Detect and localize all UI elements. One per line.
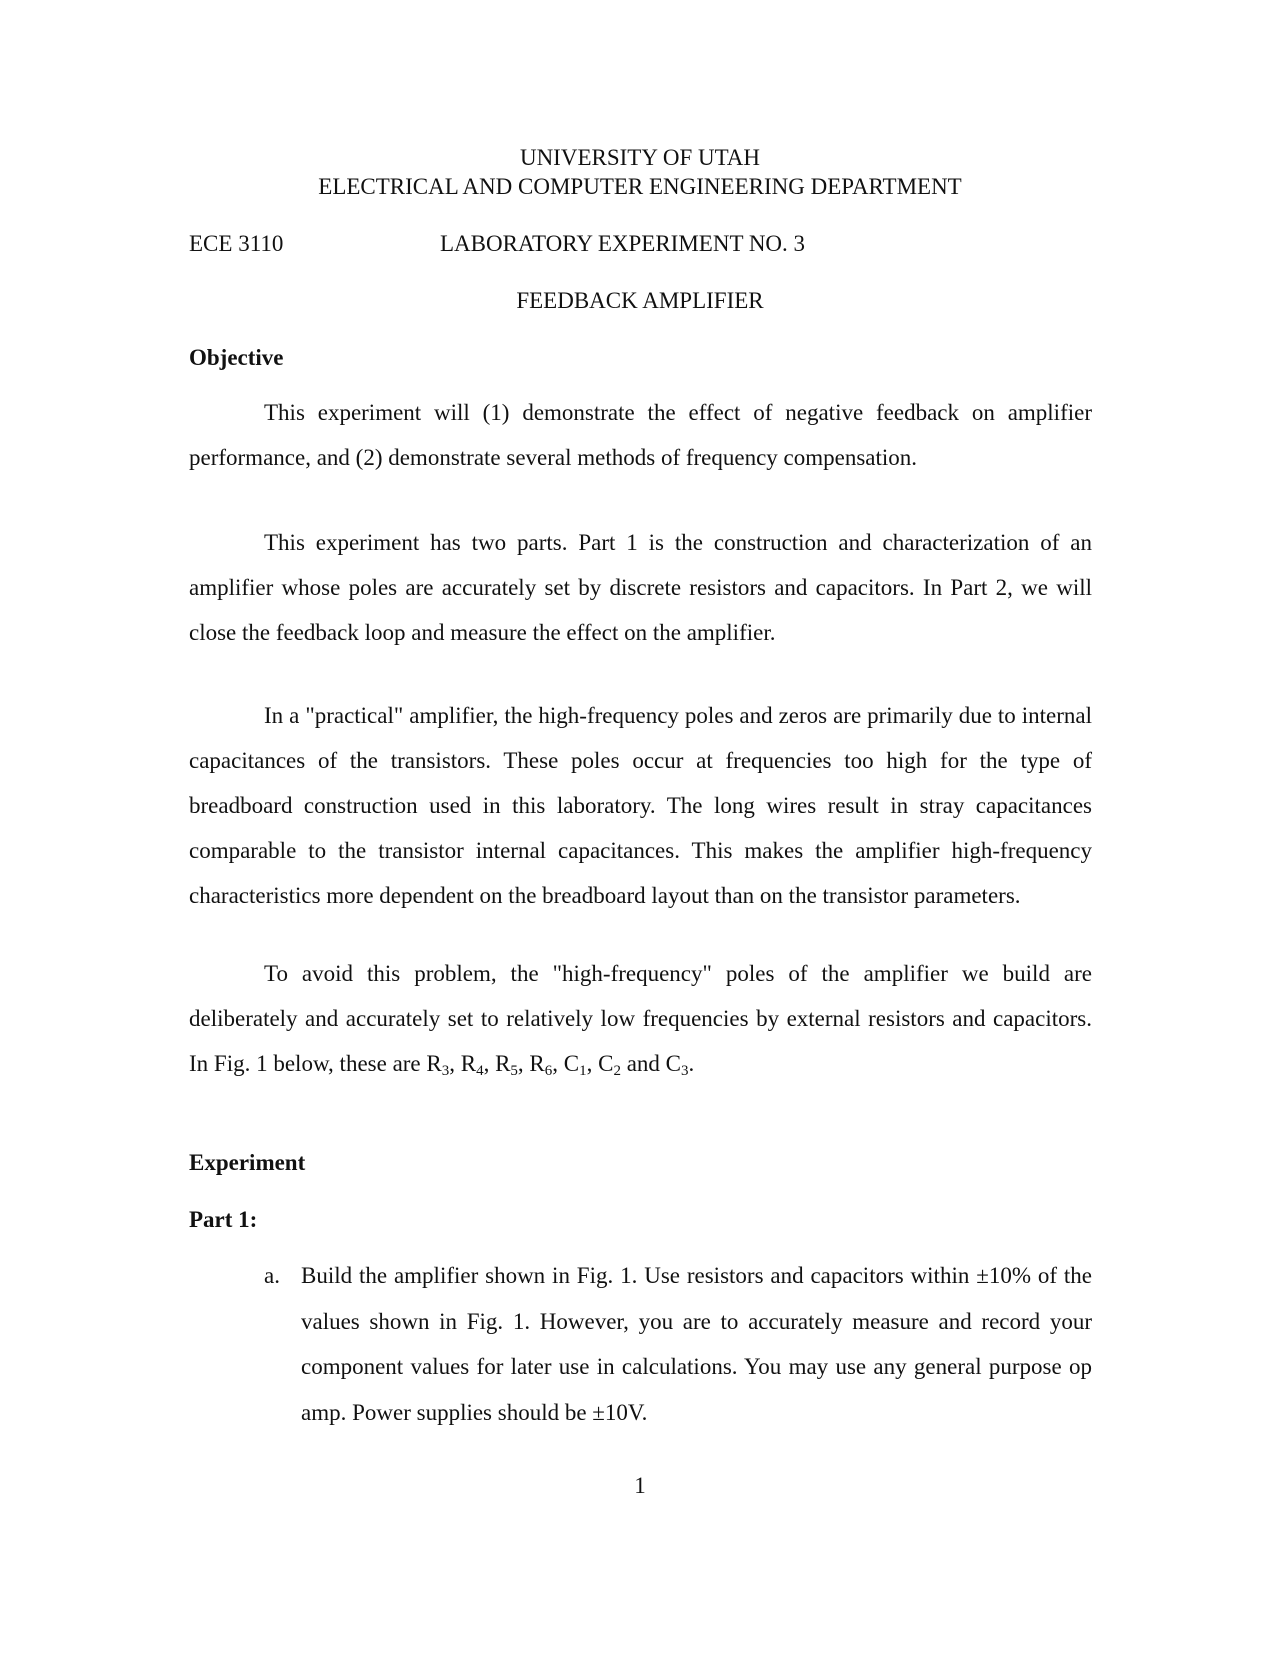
component-subscript: 2: [613, 1063, 621, 1079]
university-title: UNIVERSITY OF UTAH: [519, 145, 761, 170]
objective-heading: Objective: [189, 345, 284, 370]
document-title: FEEDBACK AMPLIFIER: [516, 288, 764, 313]
component-separator: and: [620, 1051, 666, 1076]
list-item-marker: a.: [264, 1263, 280, 1288]
objective-paragraph-1: This experiment will (1) demonstrate the effect of negative feedback on amplifier performance, and (2) demonstrate several methods of frequency compensation.: [189, 400, 1092, 470]
component-subscript: 3: [681, 1063, 689, 1079]
component-separator: .: [688, 1051, 695, 1076]
component-separator: ,: [517, 1051, 530, 1076]
component-symbol: C: [598, 1051, 614, 1076]
part1-heading: Part 1:: [189, 1207, 258, 1232]
objective-paragraph-2: This experiment has two parts. Part 1 is the construction and characterization of an amplifier whose poles are accurately set by discrete resistors and capacitors. In Part 2, we will close the feedback loop and measure the effect on the amplifier.: [189, 530, 1092, 645]
component-symbol: R: [529, 1051, 545, 1076]
component-subscript: 5: [510, 1063, 518, 1079]
component-subscript: 4: [476, 1063, 484, 1079]
component-separator: ,: [586, 1051, 599, 1076]
department-title: ELECTRICAL AND COMPUTER ENGINEERING DEPARTMENT: [318, 174, 962, 199]
component-separator: ,: [449, 1051, 461, 1076]
component-symbol: R: [460, 1051, 477, 1076]
component-separator: ,: [552, 1051, 564, 1076]
component-symbol: C: [563, 1051, 580, 1076]
component-symbol: R: [495, 1051, 511, 1076]
page-number: 1: [634, 1473, 646, 1498]
component-separator: ,: [483, 1051, 496, 1076]
list-item-text: Build the amplifier shown in Fig. 1. Use resistors and capacitors within ±10% of the values shown in Fig. 1. However, you are to accurately measure and record your component values for later use in calculations. You may use any general purpose op amp. Power supplies should be ±10V.: [301, 1263, 1092, 1425]
component-list: [426, 1051, 695, 1079]
component-symbol: R: [426, 1051, 442, 1076]
component-symbol: C: [665, 1051, 682, 1076]
experiment-heading: Experiment: [189, 1150, 306, 1175]
list-item: [264, 1253, 1092, 1435]
objective-paragraph-4: [189, 951, 1092, 1086]
paragraph-4-text: To avoid this problem, the "high-frequency" poles of the amplifier we build are deliberately and accurately set to relatively low frequencies by external resistors and capacitors. In Fig. 1 below, these are: [189, 961, 1092, 1076]
component-subscript: 3: [441, 1063, 450, 1079]
course-number: ECE 3110: [189, 231, 284, 256]
objective-paragraph-3: In a "practical" amplifier, the high-frequency poles and zeros are primarily due to internal capacitances of the transistors. These poles occur at frequencies too high for the type of breadboard construction used in this laboratory. The long wires result in stray capacitances comparable to the transistor internal capacitances. This makes the amplifier high-frequency characteristics more dependent on the breadboard layout than on the transistor parameters.: [189, 703, 1092, 908]
component-subscript: 6: [544, 1063, 553, 1079]
component-subscript: 1: [579, 1063, 587, 1079]
experiment-number: LABORATORY EXPERIMENT NO. 3: [440, 231, 806, 256]
